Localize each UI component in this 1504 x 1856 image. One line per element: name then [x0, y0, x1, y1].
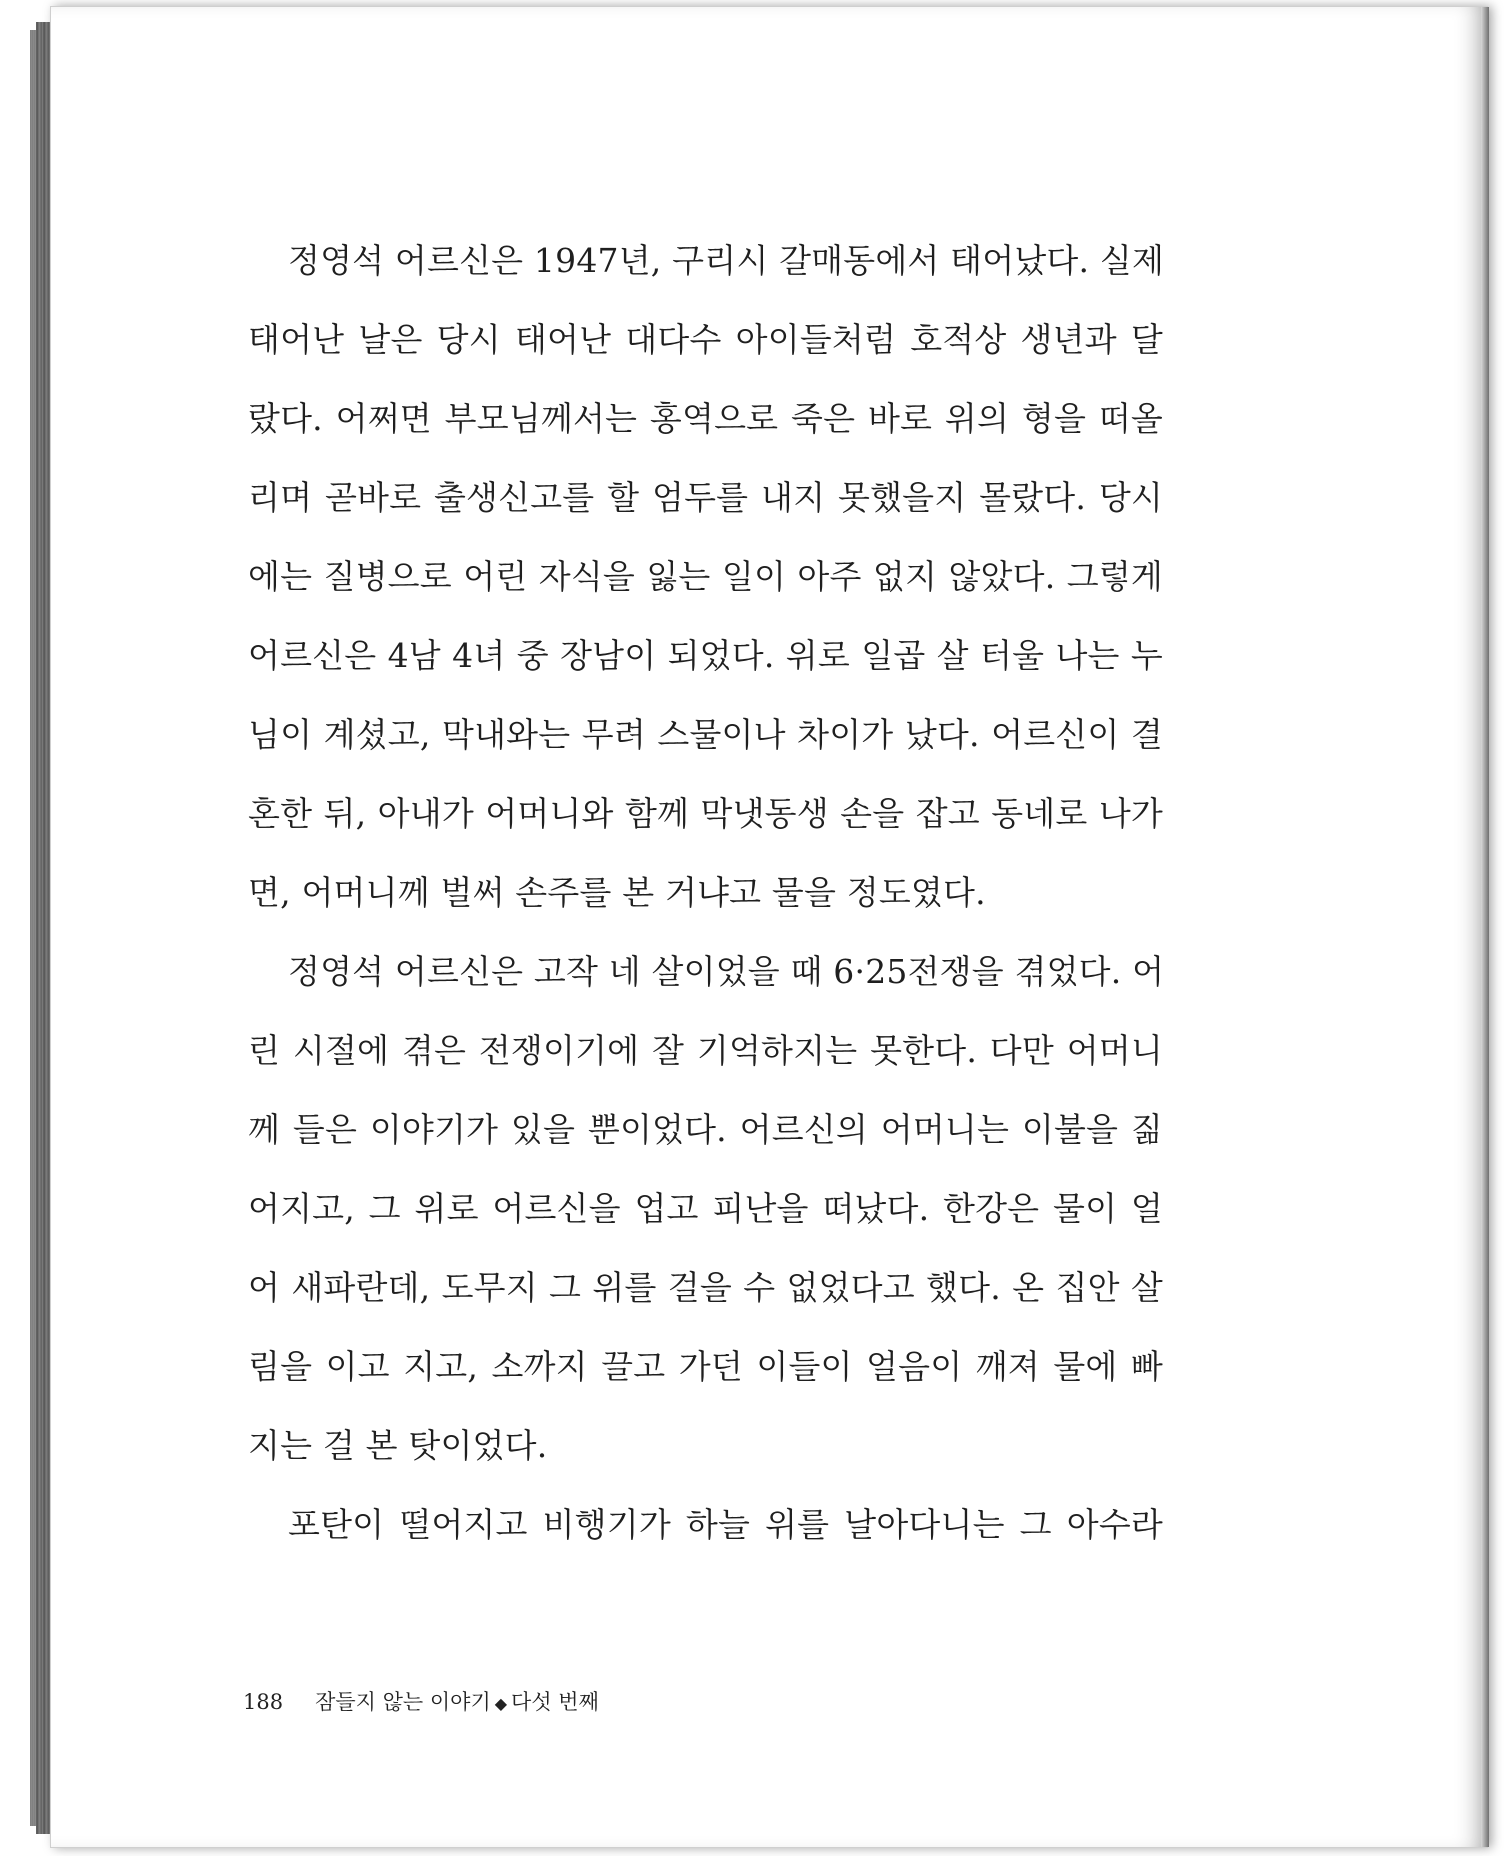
text-line: 어르신은 4남 4녀 중 장남이 되었다. 위로 일곱 살 터울 나는 누 — [248, 636, 1163, 675]
body-text — [248, 221, 1163, 1564]
text-line: 린 시절에 겪은 전쟁이기에 잘 기억하지는 못한다. 다만 어머니 — [248, 1031, 1163, 1070]
text-line: 면, 어머니께 벌써 손주를 본 거냐고 물을 정도였다. — [248, 873, 986, 912]
text-line: 께 들은 이야기가 있을 뿐이었다. 어르신의 어머니는 이불을 짊 — [248, 1110, 1163, 1149]
text-line: 정영석 어르신은 1947년, 구리시 갈매동에서 태어났다. 실제 — [288, 241, 1165, 280]
text-line: 어지고, 그 위로 어르신을 업고 피난을 떠났다. 한강은 물이 얼 — [248, 1189, 1163, 1228]
text-line: 태어난 날은 당시 태어난 대다수 아이들처럼 호적상 생년과 달 — [248, 320, 1163, 359]
text-line: 혼한 뒤, 아내가 어머니와 함께 막냇동생 손을 잡고 동네로 나가 — [248, 794, 1163, 833]
text-line: 에는 질병으로 어린 자식을 잃는 일이 아주 없지 않았다. 그렇게 — [248, 557, 1163, 596]
text-line: 지는 걸 본 탓이었다. — [248, 1426, 548, 1465]
text-line: 님이 계셨고, 막내와는 무려 스물이나 차이가 났다. 어르신이 결 — [248, 715, 1163, 754]
section-title: 다섯 번째 — [511, 1690, 599, 1714]
text-line: 정영석 어르신은 고작 네 살이었을 때 6·25전쟁을 겪었다. 어 — [288, 952, 1165, 991]
text-line: 림을 이고 지고, 소까지 끌고 가던 이들이 얼음이 깨져 물에 빠 — [248, 1347, 1163, 1386]
page-footer — [243, 1686, 599, 1716]
text-line: 어 새파란데, 도무지 그 위를 걸을 수 없었다고 했다. 온 집안 살 — [248, 1268, 1163, 1307]
diamond-separator-icon: ◆ — [494, 1694, 508, 1713]
text-line: 포탄이 떨어지고 비행기가 하늘 위를 날아다니는 그 아수라 — [288, 1505, 1163, 1544]
page-number: 188 — [243, 1690, 284, 1714]
book-title: 잠들지 않는 이야기 — [315, 1690, 491, 1714]
text-line: 랐다. 어쩌면 부모님께서는 홍역으로 죽은 바로 위의 형을 떠올 — [248, 399, 1163, 438]
text-line: 리며 곧바로 출생신고를 할 엄두를 내지 못했을지 몰랐다. 당시 — [248, 478, 1163, 517]
